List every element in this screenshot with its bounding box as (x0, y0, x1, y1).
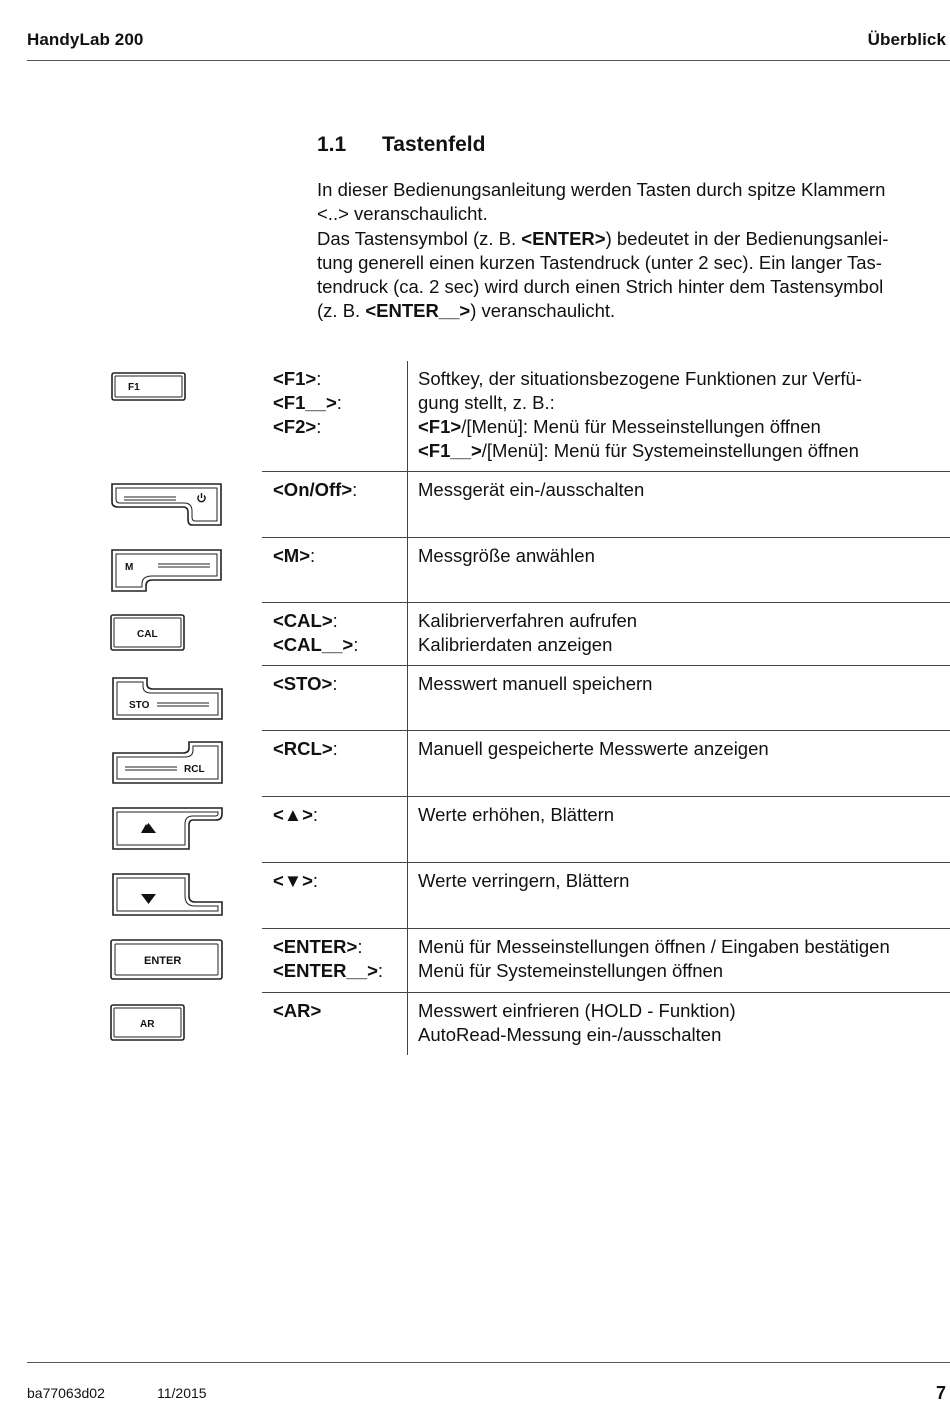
intro-line: <..> veranschaulicht. (317, 203, 488, 225)
enter-key-label: ENTER (144, 955, 182, 967)
f1-key-icon (111, 372, 187, 402)
key-description: Messgerät ein-/ausschalten (418, 479, 645, 500)
footer-document-id: ba77063d02 (27, 1385, 105, 1401)
sto-key-icon (111, 676, 225, 722)
m-key-icon (110, 548, 224, 594)
table-row (262, 862, 950, 929)
key-names: <AR> (273, 1000, 322, 1021)
key-names: <CAL>: <CAL__>: (273, 610, 359, 655)
key-names: <M>: (273, 545, 316, 566)
intro-paragraph (317, 178, 947, 324)
intro-line: (z. B. <ENTER__>) veranschaulicht. (317, 300, 616, 322)
table-row (262, 537, 950, 603)
key-names: <ENTER>: <ENTER__>: (273, 936, 384, 981)
key-description: Softkey, der situationsbezogene Funktionen zur Verfü- gung stellt, z. B.: <F1>/[Menü]: Menü für Messeinstellungen öffnen <F1__>/[Menü]: Menü für Systemeinstellungen öffnen (418, 368, 862, 461)
sto-key-label: STO (129, 700, 150, 711)
key-description: Messwert einfrieren (HOLD - Funktion) AutoRead-Messung ein-/ausschalten (418, 1000, 736, 1045)
key-description: Messwert manuell speichern (418, 673, 653, 694)
table-row (262, 471, 950, 538)
table-row (262, 665, 950, 731)
f1-key-label: F1 (128, 382, 140, 393)
power-key-icon (110, 482, 224, 528)
cal-key-icon (110, 614, 186, 652)
header-divider (27, 60, 950, 61)
down-arrow-key-icon (111, 872, 225, 918)
ar-key-label: AR (140, 1019, 155, 1030)
key-description: Menü für Messeinstellungen öffnen / Eingaben bestätigen Menü für Systemeinstellungen öffnen (418, 936, 890, 981)
footer-divider (27, 1362, 950, 1363)
section-number: 1.1 (317, 133, 347, 156)
footer-date: 11/2015 (157, 1385, 207, 1401)
ar-key-icon (110, 1004, 186, 1042)
key-description: Manuell gespeicherte Messwerte anzeigen (418, 738, 769, 759)
key-names: <F1>: <F1__>: <F2>: (273, 368, 342, 437)
up-arrow-key-icon (111, 806, 225, 852)
key-reference: <ENTER> (521, 227, 606, 249)
header-manual-title: HandyLab 200 (27, 30, 144, 49)
key-names: <On/Off>: (273, 479, 358, 500)
table-row (262, 361, 950, 471)
table-row (262, 602, 950, 666)
key-description: Messgröße anwählen (418, 545, 595, 566)
intro-line: Das Tastensymbol (z. B. <ENTER>) bedeutet in der Bedienungsanlei- (317, 227, 889, 249)
header-chapter-title: Überblick (867, 30, 946, 49)
key-description: Werte erhöhen, Blättern (418, 804, 615, 825)
enter-key-icon (110, 939, 224, 981)
key-description: Werte verringern, Blättern (418, 870, 630, 891)
m-key-label: M (125, 562, 134, 573)
key-reference: <ENTER__> (365, 300, 471, 322)
key-description: Kalibrierverfahren aufrufen Kalibrierdaten anzeigen (418, 610, 638, 655)
key-names: <▲>: (273, 804, 319, 825)
table-row (262, 730, 950, 797)
key-names: <STO>: (273, 673, 338, 694)
table-row (262, 796, 950, 863)
rcl-key-icon (111, 740, 225, 786)
table-row (262, 992, 950, 1056)
table-row (262, 928, 950, 993)
rcl-key-label: RCL (184, 764, 205, 775)
page-number: 7 (935, 1383, 946, 1403)
section-title: Tastenfeld (382, 133, 486, 156)
intro-line: tung generell einen kurzen Tastendruck (unter 2 sec). Ein langer Tas- (317, 251, 882, 273)
cal-key-label: CAL (137, 629, 158, 640)
key-names: <▼>: (273, 870, 319, 891)
key-names: <RCL>: (273, 738, 338, 759)
intro-line: tendruck (ca. 2 sec) wird durch einen Strich hinter dem Tastensymbol (317, 276, 884, 298)
intro-line: In dieser Bedienungsanleitung werden Tasten durch spitze Klammern (317, 179, 886, 200)
